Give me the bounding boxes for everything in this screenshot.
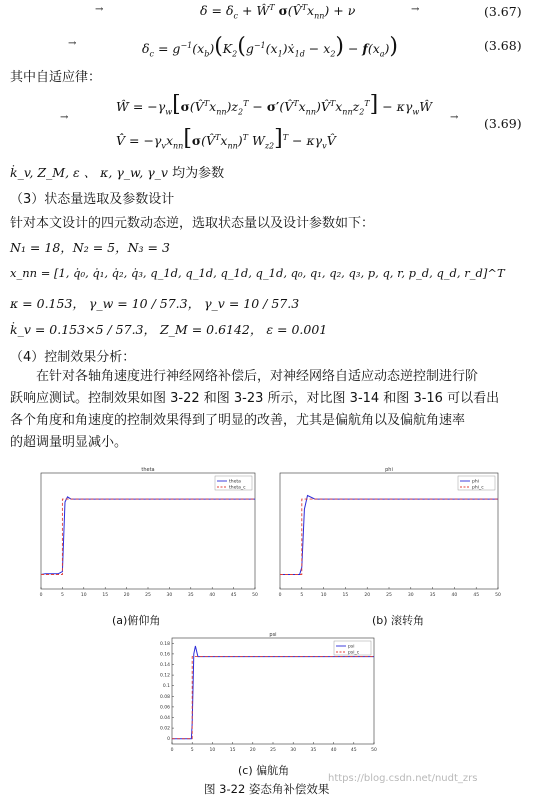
equation-3-67: $\delta = \delta_c$ + $Ŵ^T$ $\sigma(V̂^Tx_{nn}) + \nu$	[200, 3, 356, 21]
parameters-line	[10, 162, 224, 181]
x-tick-label: 30	[166, 593, 173, 598]
equation-number-3-69: (3.69)	[484, 116, 522, 131]
x-tick-label: 45	[473, 593, 480, 598]
equation-number-3-67: (3.67)	[484, 4, 522, 19]
x-tick-label: 5	[300, 593, 304, 598]
caption-pitch: (a)俯仰角	[112, 614, 161, 627]
y-tick-label: 0.06	[159, 705, 170, 711]
legend-entry: phi_c	[472, 485, 484, 491]
equation-3-69a: Ŵ̇ = $-\gamma_w[\sigma(V̂^Tx_{nn})z_2^T$ − $\sigma'(V̂^Tx_{nn})V̂^Tx_{nn}z_2^T$] − $\kappa\gamma_wŴ$	[116, 92, 433, 117]
legend-entry: psi_c	[348, 650, 360, 656]
x-tick-label: 0	[278, 593, 282, 598]
chart-title: phi	[385, 467, 393, 473]
kappa-gamma-line: κ = 0.153， γ_w = 10 / 57.3， γ_v = 10 / 57.3	[10, 296, 300, 311]
x-tick-label: 50	[252, 593, 258, 598]
y-tick-label: 0.16	[159, 652, 170, 658]
y-tick-label: 0.14	[159, 663, 170, 668]
section-4-heading: （4）控制效果分析：	[10, 350, 136, 365]
x-tick-label: 50	[371, 748, 377, 753]
x-tick-label: 10	[320, 593, 327, 598]
figure-caption: 图 3-22 姿态角补偿效果	[204, 782, 330, 796]
y-tick-label: 0.12	[159, 673, 170, 679]
y-tick-label: 0.08	[159, 694, 170, 700]
parameter-symbols: k̇_v, Z_M, ε 、 κ, γ_w, γ_v	[10, 165, 168, 180]
x-tick-label: 15	[102, 593, 109, 598]
body-line: 跃响应测试。控制效果如图 3-22 和图 3-23 所示，对比图 3-14 和图 3-16 可以看出	[10, 391, 500, 406]
legend-entry: theta_c	[229, 485, 246, 491]
roll-angle-plot	[272, 463, 504, 601]
plot-frame	[280, 473, 498, 589]
chart-title: theta	[141, 467, 155, 473]
plot-frame	[41, 473, 255, 589]
x-tick-label: 40	[330, 748, 337, 753]
legend-entry: psi	[348, 644, 355, 650]
equation-3-69b: V̂̇ = $-\gamma_vx_{nn}[\sigma(V̂^Tx_{nn})^T$ $W_{z2}]^T$ − $\kappa\gamma_vV̂$	[116, 126, 336, 151]
x-tick-label: 45	[350, 748, 357, 753]
x-tick-label: 30	[290, 748, 297, 753]
x-tick-label: 35	[429, 593, 436, 598]
yaw-angle-plot	[150, 628, 380, 756]
xnn-vector-line: x_nn = [1, q̇₀, q̇₁, q̇₂, q̇₃, q_1d, q_1d, q_1d, q_1d, q₀, q₁, q₂, q₃, p, q, r, p_d, q_d, r_d]^T	[10, 266, 505, 280]
x-tick-label: 45	[230, 593, 237, 598]
body-line: 的超调量明显减小。	[10, 435, 128, 450]
x-tick-label: 0	[39, 593, 43, 598]
section-4-body	[10, 366, 510, 454]
x-tick-label: 25	[386, 593, 392, 598]
body-line: 各个角度和角速度的控制效果得到了明显的改善，尤其是偏航角以及偏航角速率	[10, 413, 466, 428]
tab-arrow: →	[95, 4, 104, 15]
x-tick-label: 20	[123, 593, 130, 598]
x-tick-label: 35	[187, 593, 194, 598]
kv-zm-epsilon-line: k̇_v = 0.153×5 / 57.3， Z_M = 0.6142， ε = 0.001	[10, 322, 328, 337]
legend-entry: phi	[472, 479, 479, 485]
adaptive-law-intro: 其中自适应律：	[10, 70, 102, 85]
watermark: https://blog.csdn.net/nudt_zrs	[328, 773, 478, 784]
section-3-heading: （3）状态量选取及参数设计	[10, 192, 175, 207]
x-tick-label: 35	[310, 748, 317, 753]
y-tick-label: 0.02	[159, 726, 170, 732]
chart-yaw	[150, 628, 380, 756]
chart-title: psi	[269, 632, 277, 638]
x-tick-label: 15	[342, 593, 349, 598]
chart-roll	[272, 463, 504, 601]
n-values-line: N₁ = 18，N₂ = 5，N₃ = 3	[10, 240, 170, 255]
tab-arrow: →	[60, 112, 69, 123]
x-tick-label: 20	[364, 593, 371, 598]
x-tick-label: 20	[249, 748, 256, 753]
x-tick-label: 25	[145, 593, 151, 598]
x-tick-label: 25	[270, 748, 276, 753]
y-tick-label: 0.18	[159, 641, 170, 647]
x-tick-label: 0	[170, 748, 174, 753]
parameter-note: 均为参数	[168, 166, 225, 181]
y-tick-label: 0.1	[162, 684, 170, 690]
pitch-angle-plot	[33, 463, 261, 601]
equation-3-68: $\delta_c$ = $g^{-1}(x_b)(K_2(g^{-1}(x_1)ẋ_{1d} - x_2) - f(x_a))$	[142, 34, 399, 59]
x-tick-label: 30	[407, 593, 414, 598]
body-line: 在针对各轴角速度进行神经网络补偿后，对神经网络自适应动态逆控制进行阶	[36, 369, 479, 384]
x-tick-label: 40	[209, 593, 216, 598]
caption-yaw: (c) 偏航角	[238, 764, 290, 777]
x-tick-label: 10	[80, 593, 87, 598]
x-tick-label: 5	[190, 748, 194, 753]
x-tick-label: 5	[60, 593, 64, 598]
x-tick-label: 10	[209, 748, 216, 753]
y-tick-label: 0.04	[159, 716, 170, 721]
caption-roll: (b) 滚转角	[372, 614, 425, 627]
tab-arrow: →	[450, 112, 459, 123]
y-tick-label: 0	[167, 737, 170, 743]
tab-arrow: →	[68, 38, 77, 49]
x-tick-label: 50	[495, 593, 501, 598]
legend-entry: theta	[229, 479, 241, 485]
equation-number-3-68: (3.68)	[484, 38, 522, 53]
tab-arrow: →	[411, 4, 420, 15]
x-tick-label: 15	[229, 748, 236, 753]
chart-pitch	[33, 463, 261, 601]
x-tick-label: 40	[451, 593, 458, 598]
section-3-intro: 针对本文设计的四元数动态逆，选取状态量以及设计参数如下：	[10, 216, 375, 231]
